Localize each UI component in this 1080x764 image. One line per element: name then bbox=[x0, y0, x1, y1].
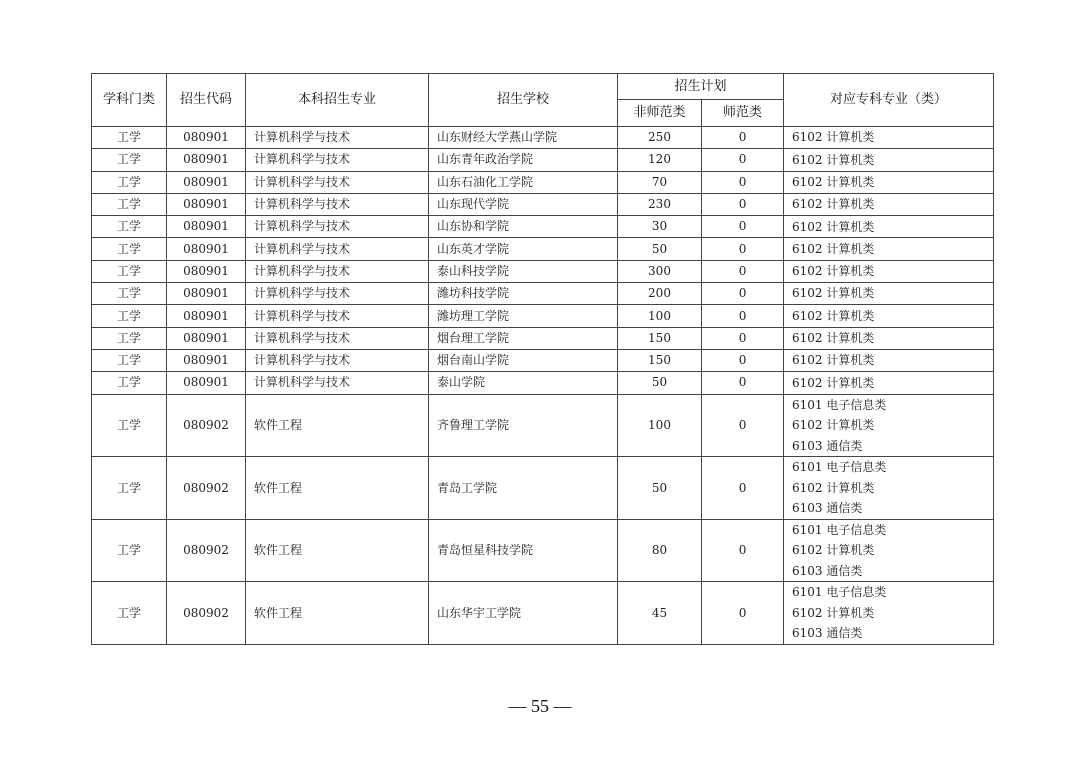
cell-non-normal: 30 bbox=[618, 216, 702, 238]
cell-major: 软件工程 bbox=[246, 394, 429, 457]
related-major: 6102 计算机类 bbox=[792, 286, 875, 301]
cell-major: 软件工程 bbox=[246, 519, 429, 582]
cell-non-normal: 45 bbox=[618, 582, 702, 645]
cell-related bbox=[784, 394, 994, 457]
cell-normal: 0 bbox=[702, 171, 784, 193]
cell-related bbox=[784, 305, 994, 327]
table-row bbox=[92, 193, 994, 215]
header-row-1 bbox=[92, 74, 994, 100]
cell-normal: 0 bbox=[702, 305, 784, 327]
table-row bbox=[92, 305, 994, 327]
related-major: 6103 通信类 bbox=[792, 501, 863, 516]
cell-major: 计算机科学与技术 bbox=[246, 349, 429, 371]
cell-related bbox=[784, 372, 994, 394]
related-major: 6102 计算机类 bbox=[792, 174, 875, 189]
table-row bbox=[92, 127, 994, 149]
table-row bbox=[92, 149, 994, 171]
cell-school: 山东华宇工学院 bbox=[429, 582, 618, 645]
enrollment-table bbox=[91, 73, 994, 645]
cell-major: 计算机科学与技术 bbox=[246, 327, 429, 349]
cell-school: 山东英才学院 bbox=[429, 238, 618, 260]
cell-category: 工学 bbox=[92, 372, 167, 394]
cell-code: 080901 bbox=[167, 260, 246, 282]
cell-normal: 0 bbox=[702, 372, 784, 394]
cell-category: 工学 bbox=[92, 260, 167, 282]
table-row bbox=[92, 283, 994, 305]
cell-normal: 0 bbox=[702, 260, 784, 282]
cell-category: 工学 bbox=[92, 349, 167, 371]
cell-normal: 0 bbox=[702, 582, 784, 645]
cell-category: 工学 bbox=[92, 238, 167, 260]
cell-major: 计算机科学与技术 bbox=[246, 283, 429, 305]
cell-school: 泰山学院 bbox=[429, 372, 618, 394]
cell-major: 计算机科学与技术 bbox=[246, 238, 429, 260]
cell-non-normal: 50 bbox=[618, 457, 702, 520]
cell-school: 烟台理工学院 bbox=[429, 327, 618, 349]
cell-related bbox=[784, 327, 994, 349]
cell-school: 潍坊理工学院 bbox=[429, 305, 618, 327]
related-major: 6101 电子信息类 bbox=[792, 522, 887, 537]
cell-normal: 0 bbox=[702, 193, 784, 215]
cell-non-normal: 230 bbox=[618, 193, 702, 215]
related-major: 6102 计算机类 bbox=[792, 375, 875, 390]
cell-non-normal: 120 bbox=[618, 149, 702, 171]
table-row bbox=[92, 372, 994, 394]
cell-code: 080901 bbox=[167, 149, 246, 171]
related-major: 6102 计算机类 bbox=[792, 152, 875, 167]
related-major: 6102 计算机类 bbox=[792, 543, 875, 558]
cell-code: 080901 bbox=[167, 305, 246, 327]
cell-normal: 0 bbox=[702, 349, 784, 371]
cell-school: 山东青年政治学院 bbox=[429, 149, 618, 171]
table-row bbox=[92, 238, 994, 260]
cell-category: 工学 bbox=[92, 457, 167, 520]
related-major: 6101 电子信息类 bbox=[792, 460, 887, 475]
cell-normal: 0 bbox=[702, 394, 784, 457]
cell-normal: 0 bbox=[702, 283, 784, 305]
cell-normal: 0 bbox=[702, 238, 784, 260]
cell-normal: 0 bbox=[702, 327, 784, 349]
cell-code: 080901 bbox=[167, 127, 246, 149]
header-non-normal: 非师范类 bbox=[618, 100, 702, 127]
cell-major: 计算机科学与技术 bbox=[246, 149, 429, 171]
related-major: 6102 计算机类 bbox=[792, 308, 875, 323]
cell-related bbox=[784, 238, 994, 260]
header-related: 对应专科专业（类） bbox=[784, 74, 994, 127]
cell-major: 计算机科学与技术 bbox=[246, 216, 429, 238]
cell-major: 计算机科学与技术 bbox=[246, 260, 429, 282]
table-row bbox=[92, 394, 994, 457]
header-school: 招生学校 bbox=[429, 74, 618, 127]
related-major: 6102 计算机类 bbox=[792, 219, 875, 234]
cell-related bbox=[784, 349, 994, 371]
cell-normal: 0 bbox=[702, 216, 784, 238]
cell-non-normal: 70 bbox=[618, 171, 702, 193]
table-row bbox=[92, 216, 994, 238]
cell-related bbox=[784, 457, 994, 520]
cell-non-normal: 200 bbox=[618, 283, 702, 305]
table-row bbox=[92, 582, 994, 645]
page-number: — 55 — bbox=[508, 696, 572, 716]
cell-related bbox=[784, 519, 994, 582]
related-major: 6102 计算机类 bbox=[792, 264, 875, 279]
related-major: 6103 通信类 bbox=[792, 626, 863, 641]
cell-non-normal: 150 bbox=[618, 327, 702, 349]
cell-category: 工学 bbox=[92, 327, 167, 349]
cell-school: 山东协和学院 bbox=[429, 216, 618, 238]
cell-code: 080902 bbox=[167, 457, 246, 520]
table-row bbox=[92, 171, 994, 193]
cell-code: 080902 bbox=[167, 394, 246, 457]
cell-school: 山东现代学院 bbox=[429, 193, 618, 215]
cell-code: 080901 bbox=[167, 171, 246, 193]
table-row bbox=[92, 349, 994, 371]
cell-major: 计算机科学与技术 bbox=[246, 305, 429, 327]
header-major: 本科招生专业 bbox=[246, 74, 429, 127]
table-row bbox=[92, 260, 994, 282]
related-major: 6101 电子信息类 bbox=[792, 585, 887, 600]
cell-related bbox=[784, 171, 994, 193]
related-major: 6102 计算机类 bbox=[792, 605, 875, 620]
cell-code: 080901 bbox=[167, 327, 246, 349]
cell-related bbox=[784, 582, 994, 645]
related-major: 6102 计算机类 bbox=[792, 418, 875, 433]
related-major: 6101 电子信息类 bbox=[792, 397, 887, 412]
cell-code: 080901 bbox=[167, 372, 246, 394]
cell-related bbox=[784, 216, 994, 238]
cell-school: 青岛恒星科技学院 bbox=[429, 519, 618, 582]
cell-major: 计算机科学与技术 bbox=[246, 171, 429, 193]
cell-category: 工学 bbox=[92, 394, 167, 457]
cell-non-normal: 100 bbox=[618, 305, 702, 327]
related-major: 6102 计算机类 bbox=[792, 197, 875, 212]
table-row bbox=[92, 457, 994, 520]
cell-school: 青岛工学院 bbox=[429, 457, 618, 520]
cell-category: 工学 bbox=[92, 171, 167, 193]
header-plan: 招生计划 bbox=[618, 74, 784, 100]
cell-code: 080901 bbox=[167, 238, 246, 260]
cell-related bbox=[784, 193, 994, 215]
table-row bbox=[92, 327, 994, 349]
cell-school: 山东财经大学燕山学院 bbox=[429, 127, 618, 149]
cell-non-normal: 50 bbox=[618, 238, 702, 260]
cell-non-normal: 80 bbox=[618, 519, 702, 582]
related-major: 6103 通信类 bbox=[792, 563, 863, 578]
header-code: 招生代码 bbox=[167, 74, 246, 127]
cell-normal: 0 bbox=[702, 127, 784, 149]
cell-related bbox=[784, 149, 994, 171]
cell-code: 080901 bbox=[167, 193, 246, 215]
cell-school: 山东石油化工学院 bbox=[429, 171, 618, 193]
cell-code: 080901 bbox=[167, 349, 246, 371]
cell-related bbox=[784, 127, 994, 149]
cell-normal: 0 bbox=[702, 149, 784, 171]
cell-category: 工学 bbox=[92, 127, 167, 149]
cell-school: 烟台南山学院 bbox=[429, 349, 618, 371]
cell-normal: 0 bbox=[702, 519, 784, 582]
cell-related bbox=[784, 260, 994, 282]
table-row bbox=[92, 519, 994, 582]
header-category: 学科门类 bbox=[92, 74, 167, 127]
cell-category: 工学 bbox=[92, 149, 167, 171]
cell-code: 080902 bbox=[167, 519, 246, 582]
cell-category: 工学 bbox=[92, 283, 167, 305]
cell-code: 080901 bbox=[167, 216, 246, 238]
related-major: 6102 计算机类 bbox=[792, 353, 875, 368]
cell-major: 计算机科学与技术 bbox=[246, 372, 429, 394]
cell-school: 齐鲁理工学院 bbox=[429, 394, 618, 457]
cell-non-normal: 100 bbox=[618, 394, 702, 457]
cell-related bbox=[784, 283, 994, 305]
cell-non-normal: 250 bbox=[618, 127, 702, 149]
related-major: 6102 计算机类 bbox=[792, 331, 875, 346]
cell-code: 080901 bbox=[167, 283, 246, 305]
cell-category: 工学 bbox=[92, 193, 167, 215]
cell-major: 计算机科学与技术 bbox=[246, 127, 429, 149]
cell-non-normal: 300 bbox=[618, 260, 702, 282]
related-major: 6103 通信类 bbox=[792, 438, 863, 453]
related-major: 6102 计算机类 bbox=[792, 241, 875, 256]
cell-major: 计算机科学与技术 bbox=[246, 193, 429, 215]
cell-category: 工学 bbox=[92, 519, 167, 582]
cell-non-normal: 150 bbox=[618, 349, 702, 371]
cell-school: 泰山科技学院 bbox=[429, 260, 618, 282]
cell-category: 工学 bbox=[92, 582, 167, 645]
related-major: 6102 计算机类 bbox=[792, 130, 875, 145]
table-body bbox=[92, 127, 994, 645]
cell-category: 工学 bbox=[92, 305, 167, 327]
cell-code: 080902 bbox=[167, 582, 246, 645]
cell-category: 工学 bbox=[92, 216, 167, 238]
related-major: 6102 计算机类 bbox=[792, 480, 875, 495]
cell-school: 潍坊科技学院 bbox=[429, 283, 618, 305]
cell-normal: 0 bbox=[702, 457, 784, 520]
cell-major: 软件工程 bbox=[246, 457, 429, 520]
cell-non-normal: 50 bbox=[618, 372, 702, 394]
cell-major: 软件工程 bbox=[246, 582, 429, 645]
header-normal: 师范类 bbox=[702, 100, 784, 127]
